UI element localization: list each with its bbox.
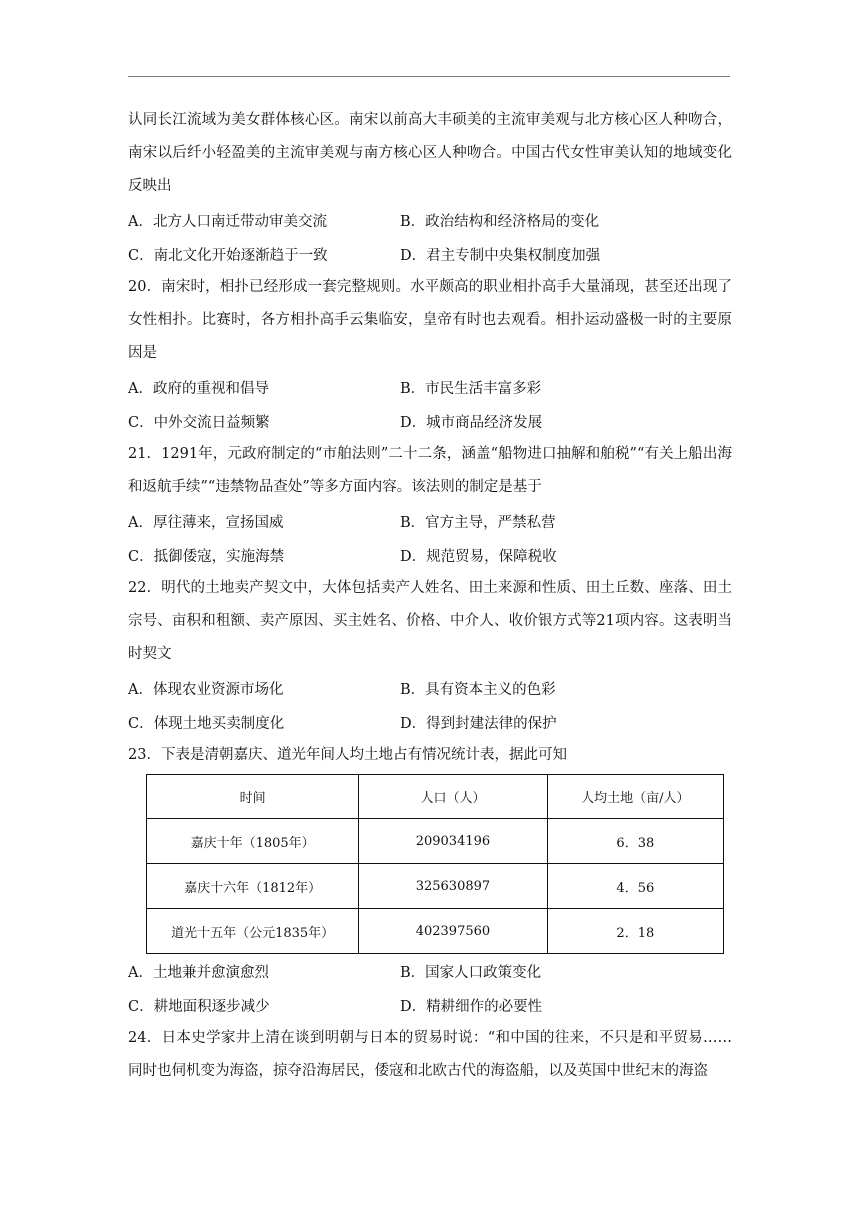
table-cell: 4．56 xyxy=(547,864,723,909)
table-cell: 402397560 xyxy=(359,909,547,954)
option-d[interactable]: D．君主专制中央集权制度加强 xyxy=(400,247,601,264)
option-c[interactable]: C．耕地面积逐步减少 xyxy=(128,998,270,1015)
question-22-stem: 22．明代的土地卖产契文中，大体包括卖产人姓名、田土来源和性质、田土丘数、座落、田土宗号、亩积和租额、卖产原因、买主姓名、价格、中介人、收价银方式等21项内容。这表明当时契文 xyxy=(128,580,732,662)
table-row xyxy=(147,819,724,864)
option-a[interactable]: A．北方人口南迁带动审美交流 xyxy=(128,213,327,230)
option-a[interactable]: A．土地兼并愈演愈烈 xyxy=(128,964,269,981)
land-statistics-table xyxy=(146,774,724,954)
option-a[interactable]: A．厚往薄来，宣扬国威 xyxy=(128,514,284,531)
table-cell: 325630897 xyxy=(359,864,547,909)
question-21-options-row-2 xyxy=(128,538,732,572)
option-b[interactable]: B．具有资本主义的色彩 xyxy=(400,681,556,698)
option-d[interactable]: D．城市商品经济发展 xyxy=(400,414,543,431)
question-22-options-row-1 xyxy=(128,671,732,705)
question-19-text: 认同长江流域为美女群体核心区。南宋以前高大丰硕美的主流审美观与北方核心区人种吻合，南宋以后纤小轻盈美的主流审美观与南方核心区人种吻合。中国古代女性审美认知的地域变化反映出 xyxy=(128,112,732,194)
question-21-options-row-1 xyxy=(128,504,732,538)
table-header-row xyxy=(147,775,724,819)
option-b[interactable]: B．官方主导，严禁私营 xyxy=(400,514,556,531)
question-20-options-row-1 xyxy=(128,370,732,404)
question-21-stem: 21．1291年，元政府制定的“市舶法则”二十二条，涵盖“船物进口抽解和舶税”“有关上船出海和返航手续”“违禁物品查处”等多方面内容。该法则的制定是基于 xyxy=(128,446,732,495)
table-header-cell: 时间 xyxy=(147,775,359,819)
option-b[interactable]: B．政治结构和经济格局的变化 xyxy=(400,213,600,230)
question-24-stem: 24．日本史学家井上清在谈到明朝与日本的贸易时说：“和中国的往来，不只是和平贸易……同时也伺机变为海盗，掠夺沿海居民，倭寇和北欧古代的海盗船，以及英国中世纪末的海盗 xyxy=(128,1030,732,1079)
table-cell: 209034196 xyxy=(359,819,547,864)
table-row xyxy=(147,909,724,954)
exam-page xyxy=(128,104,732,1088)
option-a[interactable]: A．体现农业资源市场化 xyxy=(128,681,284,698)
option-a[interactable]: A．政府的重视和倡导 xyxy=(128,380,269,397)
table-header-cell: 人口（人） xyxy=(359,775,547,819)
question-23-options-row-2 xyxy=(128,988,732,1022)
question-19-options-row-1 xyxy=(128,203,732,237)
option-d[interactable]: D．规范贸易，保障税收 xyxy=(400,548,557,565)
question-23-options-row-1 xyxy=(128,954,732,988)
option-c[interactable]: C．体现土地买卖制度化 xyxy=(128,715,285,732)
question-23-stem: 23．下表是清朝嘉庆、道光年间人均土地占有情况统计表，据此可知 xyxy=(128,747,567,763)
option-d[interactable]: D．得到封建法律的保护 xyxy=(400,715,557,732)
table-header-cell: 人均土地（亩/人） xyxy=(547,775,723,819)
table-row xyxy=(147,864,724,909)
question-19-options-row-2 xyxy=(128,237,732,271)
option-d[interactable]: D．精耕细作的必要性 xyxy=(400,998,543,1015)
table-cell: 2．18 xyxy=(547,909,723,954)
option-b[interactable]: B．市民生活丰富多彩 xyxy=(400,380,542,397)
option-c[interactable]: C．中外交流日益频繁 xyxy=(128,414,270,431)
option-c[interactable]: C．抵御倭寇，实施海禁 xyxy=(128,548,285,565)
table-cell: 道光十五年（公元1835年） xyxy=(147,909,359,954)
question-20-options-row-2 xyxy=(128,404,732,438)
table-cell: 嘉庆十六年（1812年） xyxy=(147,864,359,909)
table-cell: 嘉庆十年（1805年） xyxy=(147,819,359,864)
question-20-stem: 20．南宋时，相扑已经形成一套完整规则。水平颇高的职业相扑高手大量涌现，甚至还出现了女性相扑。比赛时，各方相扑高手云集临安，皇帝有时也去观看。相扑运动盛极一时的主要原因是 xyxy=(128,279,732,361)
table-cell: 6．38 xyxy=(547,819,723,864)
question-22-options-row-2 xyxy=(128,705,732,739)
header-rule xyxy=(128,76,730,77)
option-b[interactable]: B．国家人口政策变化 xyxy=(400,964,542,981)
option-c[interactable]: C．南北文化开始逐渐趋于一致 xyxy=(128,247,328,264)
